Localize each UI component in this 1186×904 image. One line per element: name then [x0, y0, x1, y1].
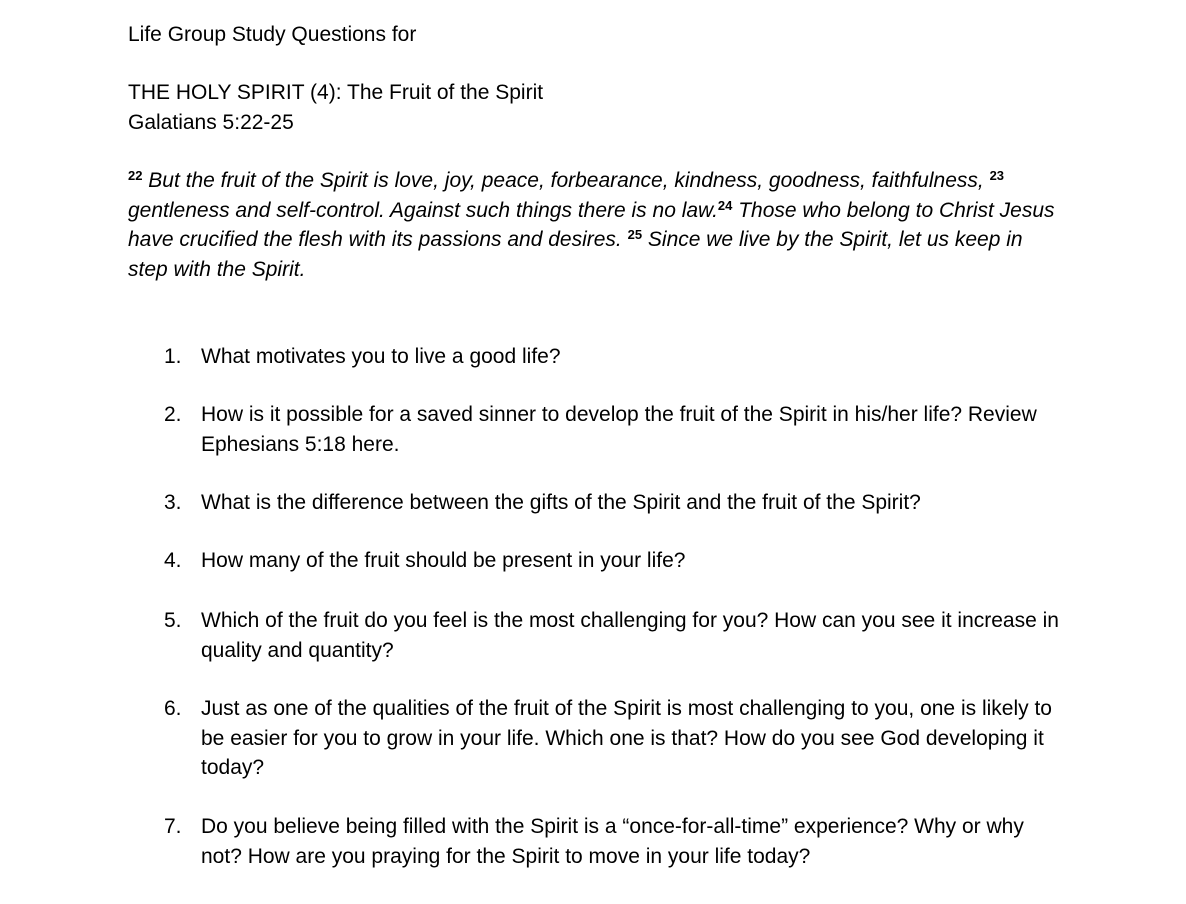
question-number: 4. — [164, 549, 182, 572]
question-item — [164, 488, 1064, 518]
question-number: 3. — [164, 491, 182, 514]
question-item — [164, 400, 1064, 459]
question-number: 5. — [164, 609, 182, 632]
question-text: What motivates you to live a good life? — [201, 345, 561, 368]
verse-number-23: 23 — [989, 168, 1005, 183]
verse-24-text: Those who belong to Christ Jesus have crucified the flesh with its passions and desires. — [128, 198, 1055, 251]
verse-number-25: 25 — [627, 227, 643, 242]
question-item — [164, 342, 1064, 372]
question-item — [164, 694, 1064, 783]
verse-number-22: 22 — [128, 168, 143, 183]
scripture-passage — [128, 166, 1058, 284]
document-heading: Life Group Study Questions for — [128, 23, 417, 46]
question-number: 6. — [164, 697, 182, 720]
question-text: Just as one of the qualities of the fruit of the Spirit is most challenging to you, one is likely to be easier for you to grow in your life. Which one is that? How do you see God developing it today? — [201, 697, 1052, 779]
verse-25-text: Since we live by the Spirit, let us keep in step with the Spirit. — [128, 228, 1023, 281]
question-item — [164, 546, 1064, 576]
question-text: How is it possible for a saved sinner to develop the fruit of the Spirit in his/her life? Review Ephesians 5:18 here. — [201, 403, 1037, 456]
question-text: Do you believe being filled with the Spirit is a “once-for-all-time” experience? Why or why not? How are you praying for the Spirit to move in your life today? — [201, 815, 1024, 868]
verse-22-text: But the fruit of the Spirit is love, joy, peace, forbearance, kindness, goodness, faithfulness, — [142, 169, 990, 192]
question-number: 1. — [164, 345, 182, 368]
question-text: How many of the fruit should be present in your life? — [201, 549, 686, 572]
question-item — [164, 812, 1064, 871]
question-number: 2. — [164, 403, 182, 426]
question-text: Which of the fruit do you feel is the most challenging for you? How can you see it increase in quality and quantity? — [201, 609, 1059, 662]
question-item — [164, 606, 1064, 665]
verse-23-text: gentleness and self-control. Against such things there is no law. — [128, 198, 718, 222]
sermon-title: THE HOLY SPIRIT (4): The Fruit of the Spirit — [128, 81, 544, 104]
scripture-reference: Galatians 5:22-25 — [128, 111, 294, 134]
question-number: 7. — [164, 815, 182, 838]
verse-number-24: 24 — [717, 197, 733, 213]
question-text: What is the difference between the gifts of the Spirit and the fruit of the Spirit? — [201, 491, 921, 514]
